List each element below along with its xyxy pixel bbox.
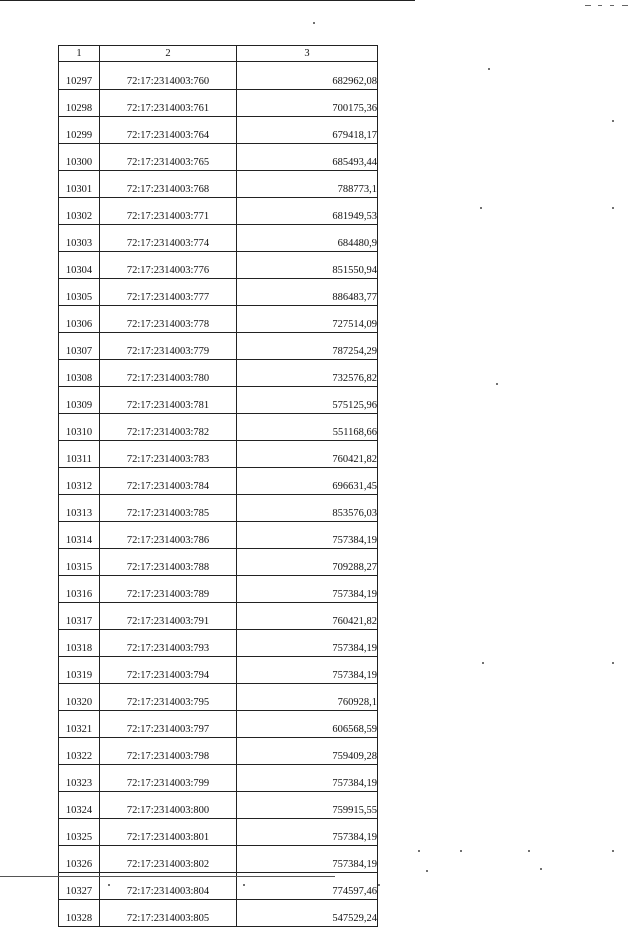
row-number-cell: 10319 [59, 657, 100, 684]
value-cell: 759409,28 [237, 738, 378, 765]
scan-speck [528, 850, 530, 852]
bottom-rule [0, 876, 335, 877]
table-row [59, 62, 378, 90]
row-number-cell: 10314 [59, 522, 100, 549]
cadastral-number-cell: 72:17:2314003:801 [100, 819, 237, 846]
scan-speck [243, 884, 245, 886]
table-header-row [59, 46, 378, 62]
scan-speck [612, 207, 614, 209]
table-row [59, 441, 378, 468]
value-cell: 757384,19 [237, 846, 378, 873]
cadastral-number-cell: 72:17:2314003:760 [100, 62, 237, 90]
cadastral-number-cell: 72:17:2314003:768 [100, 171, 237, 198]
scan-speck [378, 884, 380, 886]
scan-mark [585, 5, 591, 6]
column-header-number: 1 [59, 46, 100, 62]
cadastral-number-cell: 72:17:2314003:777 [100, 279, 237, 306]
value-cell: 757384,19 [237, 522, 378, 549]
scan-speck [460, 850, 462, 852]
cadastral-number-cell: 72:17:2314003:788 [100, 549, 237, 576]
value-cell: 757384,19 [237, 819, 378, 846]
cadastral-number-cell: 72:17:2314003:798 [100, 738, 237, 765]
cadastral-number-cell: 72:17:2314003:793 [100, 630, 237, 657]
value-cell: 757384,19 [237, 657, 378, 684]
cadastral-number-cell: 72:17:2314003:765 [100, 144, 237, 171]
value-cell: 886483,77 [237, 279, 378, 306]
table-row [59, 333, 378, 360]
scan-speck [418, 850, 420, 852]
value-cell: 760928,1 [237, 684, 378, 711]
value-cell: 684480,9 [237, 225, 378, 252]
row-number-cell: 10313 [59, 495, 100, 522]
cadastral-number-cell: 72:17:2314003:800 [100, 792, 237, 819]
cadastral-number-cell: 72:17:2314003:795 [100, 684, 237, 711]
cadastral-number-cell: 72:17:2314003:789 [100, 576, 237, 603]
row-number-cell: 10323 [59, 765, 100, 792]
top-rule [0, 0, 415, 1]
scan-speck [540, 868, 542, 870]
row-number-cell: 10305 [59, 279, 100, 306]
table-row [59, 414, 378, 441]
cadastral-number-cell: 72:17:2314003:805 [100, 900, 237, 927]
scan-mark [598, 5, 602, 6]
scan-speck [496, 383, 498, 385]
table-row [59, 144, 378, 171]
row-number-cell: 10310 [59, 414, 100, 441]
row-number-cell: 10320 [59, 684, 100, 711]
scan-speck [426, 870, 428, 872]
row-number-cell: 10318 [59, 630, 100, 657]
scan-mark [610, 5, 614, 6]
row-number-cell: 10304 [59, 252, 100, 279]
cadastral-number-cell: 72:17:2314003:771 [100, 198, 237, 225]
cadastral-number-cell: 72:17:2314003:784 [100, 468, 237, 495]
row-number-cell: 10309 [59, 387, 100, 414]
table-row [59, 630, 378, 657]
cadastral-number-cell: 72:17:2314003:774 [100, 225, 237, 252]
table-row [59, 306, 378, 333]
row-number-cell: 10299 [59, 117, 100, 144]
table-row [59, 171, 378, 198]
value-cell: 788773,1 [237, 171, 378, 198]
value-cell: 851550,94 [237, 252, 378, 279]
row-number-cell: 10322 [59, 738, 100, 765]
table-row [59, 684, 378, 711]
cadastral-number-cell: 72:17:2314003:786 [100, 522, 237, 549]
value-cell: 679418,17 [237, 117, 378, 144]
table-body [59, 62, 378, 927]
value-cell: 853576,03 [237, 495, 378, 522]
cadastral-number-cell: 72:17:2314003:799 [100, 765, 237, 792]
value-cell: 681949,53 [237, 198, 378, 225]
scan-speck [612, 662, 614, 664]
value-cell: 757384,19 [237, 765, 378, 792]
value-cell: 757384,19 [237, 630, 378, 657]
row-number-cell: 10317 [59, 603, 100, 630]
table-row [59, 846, 378, 873]
table-row [59, 576, 378, 603]
table-row [59, 387, 378, 414]
value-cell: 709288,27 [237, 549, 378, 576]
value-cell: 547529,24 [237, 900, 378, 927]
table-row [59, 225, 378, 252]
row-number-cell: 10321 [59, 711, 100, 738]
cadastral-number-cell: 72:17:2314003:780 [100, 360, 237, 387]
scan-speck [482, 662, 484, 664]
cadastral-number-cell: 72:17:2314003:802 [100, 846, 237, 873]
cadastral-value-table [58, 45, 378, 927]
row-number-cell: 10307 [59, 333, 100, 360]
row-number-cell: 10301 [59, 171, 100, 198]
value-cell: 696631,45 [237, 468, 378, 495]
cadastral-number-cell: 72:17:2314003:785 [100, 495, 237, 522]
table-row [59, 738, 378, 765]
row-number-cell: 10326 [59, 846, 100, 873]
value-cell: 682962,08 [237, 62, 378, 90]
row-number-cell: 10325 [59, 819, 100, 846]
value-cell: 551168,66 [237, 414, 378, 441]
column-header-cadastral-number: 2 [100, 46, 237, 62]
row-number-cell: 10306 [59, 306, 100, 333]
value-cell: 727514,09 [237, 306, 378, 333]
table-row [59, 360, 378, 387]
row-number-cell: 10312 [59, 468, 100, 495]
column-header-value: 3 [237, 46, 378, 62]
table-row [59, 279, 378, 306]
row-number-cell: 10324 [59, 792, 100, 819]
row-number-cell: 10303 [59, 225, 100, 252]
table-row [59, 711, 378, 738]
row-number-cell: 10300 [59, 144, 100, 171]
value-cell: 759915,55 [237, 792, 378, 819]
cadastral-number-cell: 72:17:2314003:783 [100, 441, 237, 468]
table-row [59, 603, 378, 630]
cadastral-number-cell: 72:17:2314003:761 [100, 90, 237, 117]
cadastral-number-cell: 72:17:2314003:791 [100, 603, 237, 630]
cadastral-number-cell: 72:17:2314003:794 [100, 657, 237, 684]
scan-speck [313, 22, 315, 24]
table-row [59, 900, 378, 927]
table-row [59, 90, 378, 117]
value-cell: 700175,36 [237, 90, 378, 117]
cadastral-number-cell: 72:17:2314003:782 [100, 414, 237, 441]
row-number-cell: 10308 [59, 360, 100, 387]
cadastral-number-cell: 72:17:2314003:779 [100, 333, 237, 360]
value-cell: 732576,82 [237, 360, 378, 387]
cadastral-number-cell: 72:17:2314003:781 [100, 387, 237, 414]
row-number-cell: 10302 [59, 198, 100, 225]
cadastral-number-cell: 72:17:2314003:764 [100, 117, 237, 144]
cadastral-number-cell: 72:17:2314003:778 [100, 306, 237, 333]
value-cell: 685493,44 [237, 144, 378, 171]
value-cell: 606568,59 [237, 711, 378, 738]
table-row [59, 198, 378, 225]
table-row [59, 549, 378, 576]
table-row [59, 495, 378, 522]
row-number-cell: 10297 [59, 62, 100, 90]
cadastral-number-cell: 72:17:2314003:797 [100, 711, 237, 738]
table-row [59, 765, 378, 792]
table-row [59, 468, 378, 495]
value-cell: 757384,19 [237, 576, 378, 603]
row-number-cell: 10298 [59, 90, 100, 117]
row-number-cell: 10316 [59, 576, 100, 603]
row-number-cell: 10327 [59, 873, 100, 900]
table-row [59, 792, 378, 819]
table-row [59, 657, 378, 684]
value-cell: 760421,82 [237, 441, 378, 468]
value-cell: 760421,82 [237, 603, 378, 630]
row-number-cell: 10315 [59, 549, 100, 576]
value-cell: 787254,29 [237, 333, 378, 360]
scan-speck [108, 884, 110, 886]
cadastral-number-cell: 72:17:2314003:804 [100, 873, 237, 900]
table-row [59, 117, 378, 144]
scan-speck [612, 120, 614, 122]
row-number-cell: 10311 [59, 441, 100, 468]
scan-speck [612, 850, 614, 852]
table-row [59, 522, 378, 549]
scan-speck [480, 207, 482, 209]
value-cell: 774597,46 [237, 873, 378, 900]
row-number-cell: 10328 [59, 900, 100, 927]
scan-mark [622, 5, 628, 6]
table-row [59, 819, 378, 846]
scan-speck [488, 68, 490, 70]
table-row [59, 252, 378, 279]
value-cell: 575125,96 [237, 387, 378, 414]
cadastral-number-cell: 72:17:2314003:776 [100, 252, 237, 279]
